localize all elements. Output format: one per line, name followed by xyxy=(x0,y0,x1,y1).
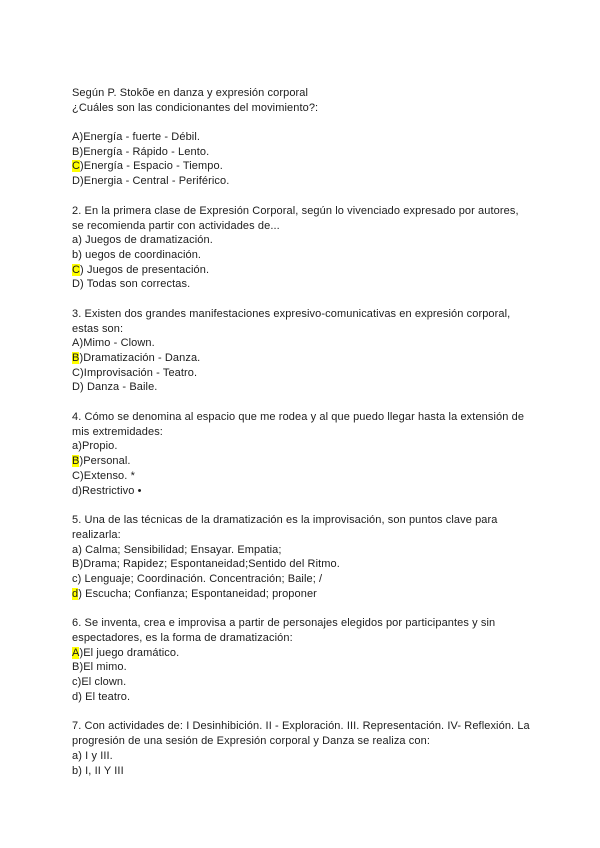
option-line xyxy=(72,380,540,395)
option-line xyxy=(72,543,540,558)
highlighted-option-letter: B xyxy=(72,455,80,468)
option-text: )Mimo - Clown. xyxy=(79,337,155,350)
option-line xyxy=(72,159,540,174)
option-line xyxy=(72,454,540,469)
question-prompt-line: ¿Cuáles son las condicionantes del movimiento?: xyxy=(72,101,319,114)
question-block xyxy=(72,719,540,778)
option-letter: D xyxy=(72,381,81,394)
option-text: )Energia - Central - Periférico. xyxy=(80,175,230,188)
option-line xyxy=(72,764,540,779)
option-line xyxy=(72,660,540,675)
option-text: ) Calma; Sensibilidad; Ensayar. Empatia; xyxy=(78,543,282,556)
question-prompt-line: se recomienda partir con actividades de... xyxy=(72,219,280,232)
option-letter: A xyxy=(72,337,80,350)
option-text: ) Danza - Baile. xyxy=(80,381,158,394)
option-line xyxy=(72,557,540,572)
question-prompt-line: 3. Existen dos grandes manifestaciones expresivo-comunicativas en expresión corporal, xyxy=(72,307,511,320)
option-text: ) Todas son correctas. xyxy=(80,278,191,291)
option-line xyxy=(72,587,540,602)
option-text: )Improvisación - Teatro. xyxy=(80,366,198,379)
question-prompt-line: 5. Una de las técnicas de la dramatización es la improvisación, son puntos clave para xyxy=(72,514,498,527)
option-line xyxy=(72,439,540,454)
question-prompt-line: 4. Cómo se denomina al espacio que me rodea y al que puedo llegar hasta la extensión de xyxy=(72,411,525,424)
question-prompt-line: mis extremidades: xyxy=(72,425,163,438)
option-text: )Personal. xyxy=(79,455,131,468)
option-text: ) I, II Y III xyxy=(78,764,124,777)
option-line xyxy=(72,174,540,189)
option-line xyxy=(72,366,540,381)
option-letter: a xyxy=(72,749,79,762)
option-letter: d xyxy=(72,484,79,497)
highlighted-option-letter: C xyxy=(72,160,81,173)
option-letter: B xyxy=(72,558,80,571)
highlighted-option-letter: C xyxy=(72,263,81,276)
option-line xyxy=(72,469,540,484)
option-text: ) Juegos de dramatización. xyxy=(78,234,213,247)
question-prompt-line: Según P. Stokõe en danza y expresión corporal xyxy=(72,87,309,99)
option-text: )Extenso. * xyxy=(80,469,135,482)
option-letter: c xyxy=(72,572,78,585)
option-line xyxy=(72,336,540,351)
option-text: ) El teatro. xyxy=(78,690,131,703)
question-prompt-line: 2. En la primera clase de Expresión Corporal, según lo vivenciado expresado por autores, xyxy=(72,204,519,217)
blank-line xyxy=(72,115,540,130)
option-letter: b xyxy=(72,248,79,261)
option-text: )Energía - Rápido - Lento. xyxy=(79,145,210,158)
option-letter: D xyxy=(72,175,81,188)
option-line xyxy=(72,248,540,263)
question-prompt-line: realizarla: xyxy=(72,528,121,541)
option-text: ) Juegos de presentación. xyxy=(80,263,210,276)
option-text: )El juego dramático. xyxy=(79,646,180,659)
option-line xyxy=(72,145,540,160)
option-text: )El clown. xyxy=(77,676,127,689)
question-block xyxy=(72,204,540,292)
option-text: ) I y III. xyxy=(78,749,113,762)
question-block xyxy=(72,513,540,601)
option-line xyxy=(72,572,540,587)
option-line xyxy=(72,277,540,292)
highlighted-option-letter: d xyxy=(72,587,79,600)
option-text: ) Escucha; Confianza; Espontaneidad; proponer xyxy=(78,587,317,600)
option-letter: a xyxy=(72,440,79,453)
question-prompt-line: 7. Con actividades de: I Desinhibición. II - Exploración. III. Representación. IV- Reflexión. La xyxy=(72,720,530,733)
option-text: )Drama; Rapidez; Espontaneidad;Sentido del Ritmo. xyxy=(79,558,340,571)
option-letter: a xyxy=(72,543,79,556)
option-letter: b xyxy=(72,764,79,777)
option-letter: B xyxy=(72,145,80,158)
option-letter: C xyxy=(72,366,81,379)
option-letter: B xyxy=(72,661,80,674)
question-prompt-line: espectadores, es la forma de dramatización: xyxy=(72,632,293,644)
highlighted-option-letter: B xyxy=(72,352,80,364)
option-text: )Restrictivo • xyxy=(78,484,142,497)
option-line xyxy=(72,690,540,705)
option-line xyxy=(72,351,540,366)
option-line xyxy=(72,233,540,248)
question-prompt-line: estas son: xyxy=(72,322,124,335)
option-letter: D xyxy=(72,278,81,291)
option-text: )El mimo. xyxy=(79,661,127,674)
highlighted-option-letter: A xyxy=(72,646,80,659)
option-letter: A xyxy=(72,131,80,144)
option-line xyxy=(72,646,540,661)
option-text: )Dramatización - Danza. xyxy=(79,352,201,364)
option-text: ) uegos de coordinación. xyxy=(78,248,202,261)
question-prompt-line: progresión de una sesión de Expresión corporal y Danza se realiza con: xyxy=(72,735,430,748)
option-line xyxy=(72,675,540,690)
option-line xyxy=(72,130,540,145)
question-block xyxy=(72,86,540,189)
option-letter: c xyxy=(72,676,78,689)
option-line xyxy=(72,263,540,278)
question-block xyxy=(72,307,540,395)
option-text: )Energía - fuerte - Débil. xyxy=(79,131,201,144)
question-block xyxy=(72,410,540,498)
option-letter: C xyxy=(72,469,81,482)
option-text: )Energía - Espacio - Tiempo. xyxy=(80,160,223,173)
option-letter: d xyxy=(72,690,79,703)
option-letter: a xyxy=(72,234,79,247)
option-line xyxy=(72,484,540,499)
option-line xyxy=(72,749,540,764)
question-block xyxy=(72,616,540,704)
option-text: )Propio. xyxy=(78,440,118,453)
option-text: ) Lenguaje; Coordinación. Concentración; Baile; / xyxy=(77,572,323,585)
question-prompt-line: 6. Se inventa, crea e improvisa a partir de personajes elegidos por participantes y sin xyxy=(72,617,496,630)
